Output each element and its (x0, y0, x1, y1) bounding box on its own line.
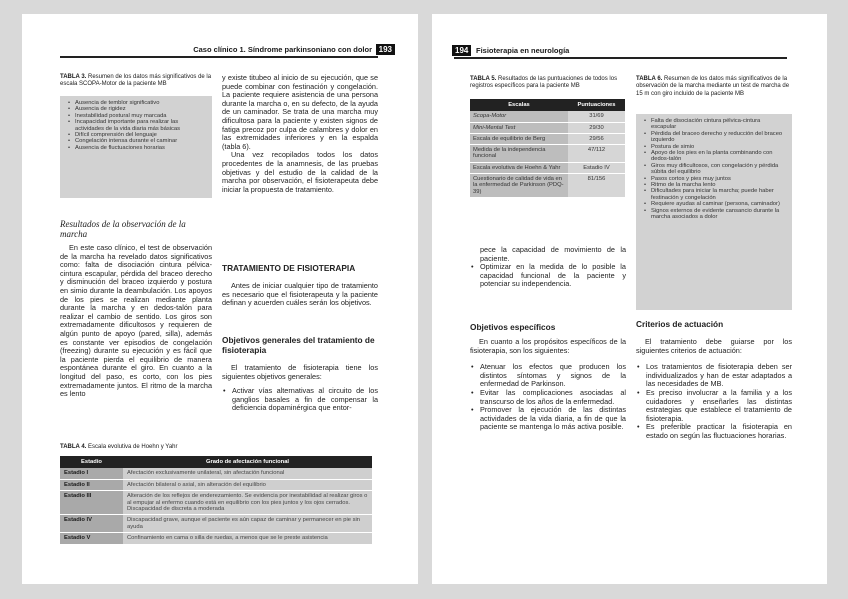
right-col1-paragraph: En cuanto a los propósitos específicos de la fisioterapia, son los siguientes: (470, 337, 626, 355)
table4-grade-cell: Confinamiento en cama o silla de ruedas, a menos que se le preste asistencia (123, 533, 372, 544)
table5-row (470, 145, 625, 163)
table5-score-cell: 81/156 (568, 174, 625, 198)
table5-score-cell: 29/56 (568, 133, 625, 144)
left-col2-heading2: Objetivos generales del tratamiento de fisioterapia (222, 335, 375, 355)
left-col2-block4 (222, 364, 378, 413)
right-col1-continuation: pece la capacidad de movimiento de la paciente. (480, 245, 626, 263)
objective-item: • Evitar las complicaciones asociadas al transcurso de los años de la enfermedad. (480, 389, 626, 406)
table5-scale-cell: Cuestionario de calidad de vida en la enfermedad de Parkinson (PDQ-39) (470, 174, 568, 198)
table4-stage-cell: Estadio I (60, 468, 123, 479)
table5-scale-cell: Medida de la independencia funcional (470, 145, 568, 163)
table4-row (60, 479, 372, 490)
table6-item: • Giros muy dificultosos, con congelación y pérdida súbita del equilibrio (651, 163, 786, 176)
table4-stage-cell: Estadio III (60, 491, 123, 515)
table3-box (60, 96, 212, 198)
objective-item: • Promover la ejecución de las distintas actividades de la vida diaria, a fin de que la paciente se mantenga lo más activa posible. (480, 406, 626, 432)
table4-row (60, 533, 372, 544)
table5-row (470, 122, 625, 133)
table4-stage-cell: Estadio V (60, 533, 123, 544)
left-running-header: Caso clínico 1. Síndrome parkinsoniano con dolor (193, 45, 372, 54)
table5-label: TABLA 5. (470, 76, 497, 82)
table5-score-cell: 47/112 (568, 145, 625, 163)
left-page-number: 193 (376, 44, 395, 55)
table5-row (470, 133, 625, 144)
table6-item: • Requiere ayudas al caminar (persona, caminador) (651, 201, 786, 207)
right-header-rule (454, 57, 787, 59)
table5-scale-cell: Escala evolutiva de Hoehn & Yahr (470, 162, 568, 173)
table4-caption (60, 444, 380, 451)
table4-grade-cell: Afectación exclusivamente unilateral, sin afectación funcional (123, 468, 372, 479)
left-col2-paragraph3: Antes de iniciar cualquier tipo de tratamiento es necesario que el fisioterapeuta y la paciente definan y acuerden cuáles serán los objetivos. (222, 281, 378, 308)
left-col1-heading: Resultados de la observación de la marcha (60, 219, 186, 239)
table3-item: • Congelación intensa durante el caminar (75, 138, 206, 144)
left-col2-paragraph4: El tratamiento de fisioterapia tiene los siguientes objetivos generales: (222, 363, 378, 381)
right-page-number: 194 (452, 45, 471, 56)
table5-scale-cell: Mini-Mental Test (470, 122, 568, 133)
left-col1-text (60, 244, 212, 399)
table6-list (642, 118, 786, 221)
table6-caption-text: Resumen de los datos más significativos de la observación de la marcha mediante un test de marcha de 15 m con giro incluido de la paciente MB (636, 76, 790, 97)
table4-stage-cell: Estadio IV (60, 515, 123, 533)
table4-header-stage: Estadio (60, 456, 123, 468)
right-col1-block (470, 338, 626, 432)
table4-row (60, 515, 372, 533)
criterion-item: • Es preferible practicar la fisioterapia en estado on según las fluctuaciones horarias. (646, 423, 792, 440)
table5-caption (470, 76, 626, 91)
right-col2-criteria (636, 363, 792, 440)
right-col2-heading: Criterios de actuación (636, 319, 724, 329)
right-col1-bullet-list (470, 263, 626, 289)
table6-item: • Ritmo de la marcha lento (651, 182, 786, 188)
left-col2-block3 (222, 282, 378, 308)
right-col2-block (636, 338, 792, 441)
table3-caption-text: Resumen de los datos más significativos de la escala SCOPA-Motor de la paciente MB (60, 74, 212, 88)
right-col1-top (470, 246, 626, 289)
table3-item: • Ausencia de rigidez (75, 106, 206, 112)
table3-caption (60, 74, 212, 89)
table5-caption-text: Resultados de las puntuaciones de todos los registros específicos para la paciente MB (470, 76, 618, 90)
table5-header-scores: Puntuaciones (568, 99, 625, 111)
table6-item: • Falta de disociación cintura pélvica-cintura escapular (651, 118, 786, 131)
table5-header-row (470, 99, 625, 111)
left-col2-bullet1: • Activar vías alternativas al circuito de los ganglios basales a fin de compensar la deficiencia dopaminérgica que entor- (232, 387, 378, 413)
table4-caption-text: Escala evolutiva de Hoehn y Yahr (88, 444, 178, 450)
right-col1-heading: Objetivos específicos (470, 322, 556, 332)
left-col1-paragraph: En este caso clínico, el test de observación de la marcha ha revelado datos significativos como: falta de disociación cintura pélvica-cintura escapular, pérdida del braceo derecho y disminución del braceo izquierdo y postura en simio durante la deambulación. Los apoyos de los pies se realizan mediante planta durante la marcha y en dedos-talón para realizar el cambio de sentido. Los giros son extremadamente dificultosos y requieren de algún punto de apoyo (pared, silla), además es constante ver episodios de congelación (freezing) durante su ejecución y es fácil que la paciente pierda el equilibrio de manera espontánea durante el giro. En cuanto a la longitud del paso, es corto, con los pies extremadamente juntos. El ritmo de la marcha es lento (60, 243, 212, 399)
table5-score-cell: 29/30 (568, 122, 625, 133)
table3-list (66, 100, 206, 151)
table4 (60, 456, 372, 545)
left-col2-bullets (222, 387, 378, 413)
table4-grade-cell: Afectación bilateral o axial, sin alteración del equilibrio (123, 479, 372, 490)
left-col2-heading1: TRATAMIENTO DE FISIOTERAPIA (222, 263, 356, 273)
right-page (432, 14, 827, 584)
table6-box (636, 114, 792, 310)
table6-item: • Signos externos de evidente cansancio durante la marcha asociados a dolor (651, 208, 786, 221)
table5-score-cell: Estadio IV (568, 162, 625, 173)
table3-item: • Ausencia de fluctuaciones horarias (75, 145, 206, 151)
left-col2-text (222, 74, 378, 194)
table3-item: • Inestabilidad postural muy marcada (75, 113, 206, 119)
right-col2-paragraph: El tratamiento debe guiarse por los siguientes criterios de actuación: (636, 337, 792, 355)
table3-item: • Difícil comprensión del lenguaje (75, 132, 206, 138)
table4-row (60, 491, 372, 515)
objective-item: • Atenuar los efectos que producen los distintos síntomas y signos de la enfermedad de Parkinson. (480, 363, 626, 389)
table5-row (470, 162, 625, 173)
table4-header-grade: Grado de afectación funcional (123, 456, 372, 468)
criterion-item: • Es preciso involucrar a la familia y a los cuidadores y enseñarles las distintas estrategias que establece el tratamiento de fisioterapia. (646, 389, 792, 423)
criterion-item: • Los tratamientos de fisioterapia deben ser individualizados y han de estar adaptados a las necesidades de MB. (646, 363, 792, 389)
table4-header-row (60, 456, 372, 468)
table4-grade-cell: Alteración de los reflejos de enderezamiento. Se evidencia por inestabilidad al realizar giros o al empujar al enfermo cuando está en equilibrio con los pies juntos y los ojos cerrados. Discapacidad de discreta a moderada (123, 491, 372, 515)
table5-row (470, 174, 625, 198)
table4-grade-cell: Discapacidad grave, aunque el paciente es aún capaz de caminar y permanecer en pie sin ayuda (123, 515, 372, 533)
table6-item: • Dificultades para iniciar la marcha; puede haber festinación y congelación (651, 188, 786, 201)
right-col1-objectives (470, 363, 626, 432)
table5-scale-cell: Escala de equilibrio de Berg (470, 133, 568, 144)
table5-score-cell: 31/69 (568, 111, 625, 122)
table6-label: TABLA 6. (636, 76, 663, 82)
table5-header-scales: Escalas (470, 99, 568, 111)
left-col2-paragraph1: y existe titubeo al inicio de su ejecución, que se puede combinar con festinación y congelación. La paciente requiere asistencia de una persona durante la marcha o, en su defecto, de la ayuda de un caminador. Se trata de una marcha muy dificultosa para la paciente y existen signos de fatiga precoz por culpa de calambres y dolor en las extremidades inferiores y en la espalda (tabla 6). (222, 73, 378, 151)
table3-item: • Incapacidad importante para realizar las actividades de la vida diaria más básicas (75, 119, 206, 132)
table6-item: • Pérdida del braceo derecho y reducción del braceo izquierdo (651, 131, 786, 144)
table5-row (470, 111, 625, 122)
table4-stage-cell: Estadio II (60, 479, 123, 490)
left-page (22, 14, 418, 584)
table6-item: • Postura de simio (651, 144, 786, 150)
table3-item: • Ausencia de temblor significativo (75, 100, 206, 106)
table6-item: • Apoyo de los pies en la planta combinando con dedos-talón (651, 150, 786, 163)
right-running-header: Fisioterapia en neurología (476, 46, 570, 55)
table3-label: TABLA 3. (60, 74, 87, 80)
left-col2-paragraph2: Una vez recopilados todos los datos procedentes de la anamnesis, de las pruebas objetivas y del estudio de la calidad de la marcha por observación, el fisioterapeuta debe iniciar la propuesta de tratamiento. (222, 150, 378, 194)
left-header-rule (60, 56, 378, 58)
table4-label: TABLA 4. (60, 444, 87, 450)
table5-scale-cell: Scopa-Motor (470, 111, 568, 122)
table5 (470, 99, 625, 198)
table4-row (60, 468, 372, 479)
right-col1-bullet: • Optimizar en la medida de lo posible la capacidad funcional de la paciente y potenciar su independencia. (480, 263, 626, 289)
table6-caption (636, 76, 792, 98)
table6-item: • Pasos cortos y pies muy juntos (651, 176, 786, 182)
